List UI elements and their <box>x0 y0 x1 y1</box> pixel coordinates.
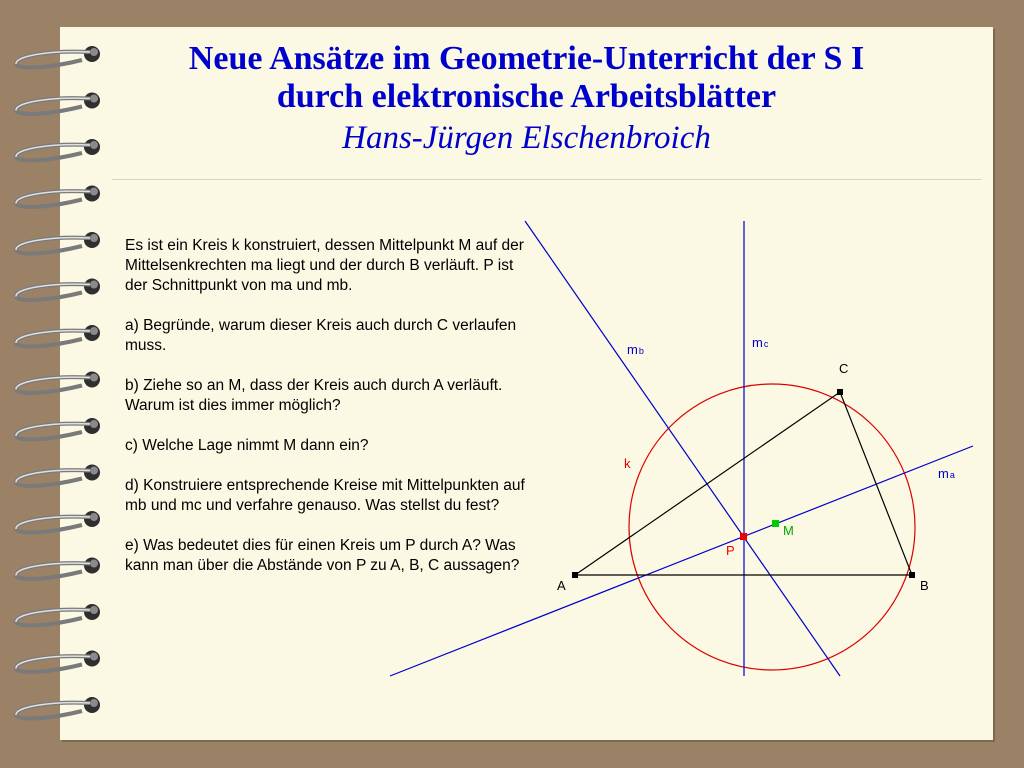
label-ma <box>938 466 955 481</box>
point-P[interactable] <box>740 533 747 540</box>
title-line-2: durch elektronische Arbeitsblätter <box>276 78 777 115</box>
label-B: B <box>920 578 929 593</box>
vertex-C[interactable] <box>837 389 843 395</box>
label-M: M <box>783 523 794 538</box>
task-intro: Es ist ein Kreis k konstruiert, dessen Mittelpunkt M auf der Mittelsenkrechten ma liegt und der durch B verläuft. P ist der Schnittpunkt von ma und mb. <box>125 237 524 294</box>
vertex-A[interactable] <box>572 572 578 578</box>
task-b: b) Ziehe so an M, dass der Kreis auch durch A verläuft. Warum ist dies immer möglich? <box>125 377 503 414</box>
label-A: A <box>557 578 566 593</box>
task-d: d) Konstruiere entsprechende Kreise mit Mittelpunkten auf mb und mc und verfahre genauso. Was stellst du fest? <box>125 477 525 514</box>
label-mc-main: m <box>752 335 763 350</box>
label-k: k <box>624 456 631 471</box>
vertex-B[interactable] <box>909 572 915 578</box>
bisector-mb <box>525 221 840 676</box>
author-name: Hans-Jürgen Elschenbroich <box>342 120 711 156</box>
label-mc-sub: c <box>763 339 769 349</box>
label-C: C <box>839 361 849 376</box>
label-mb <box>627 342 644 357</box>
label-mb-main: m <box>627 342 638 357</box>
bisector-ma <box>390 446 973 676</box>
title-line-1: Neue Ansätze im Geometrie-Unterricht der S I <box>188 40 865 77</box>
label-P: P <box>726 543 735 558</box>
task-a: a) Begründe, warum dieser Kreis auch durch C verlaufen muss. <box>125 317 517 354</box>
label-ma-sub: a <box>949 470 955 480</box>
task-c: c) Welche Lage nimmt M dann ein? <box>125 437 369 454</box>
point-M[interactable] <box>772 520 779 527</box>
label-mc <box>752 335 769 350</box>
label-mb-sub: b <box>638 346 644 356</box>
label-ma-main: m <box>938 466 949 481</box>
task-e: e) Was bedeutet dies für einen Kreis um P durch A? Was kann man über die Abstände von P zu A, B, C aussagen? <box>125 537 520 574</box>
